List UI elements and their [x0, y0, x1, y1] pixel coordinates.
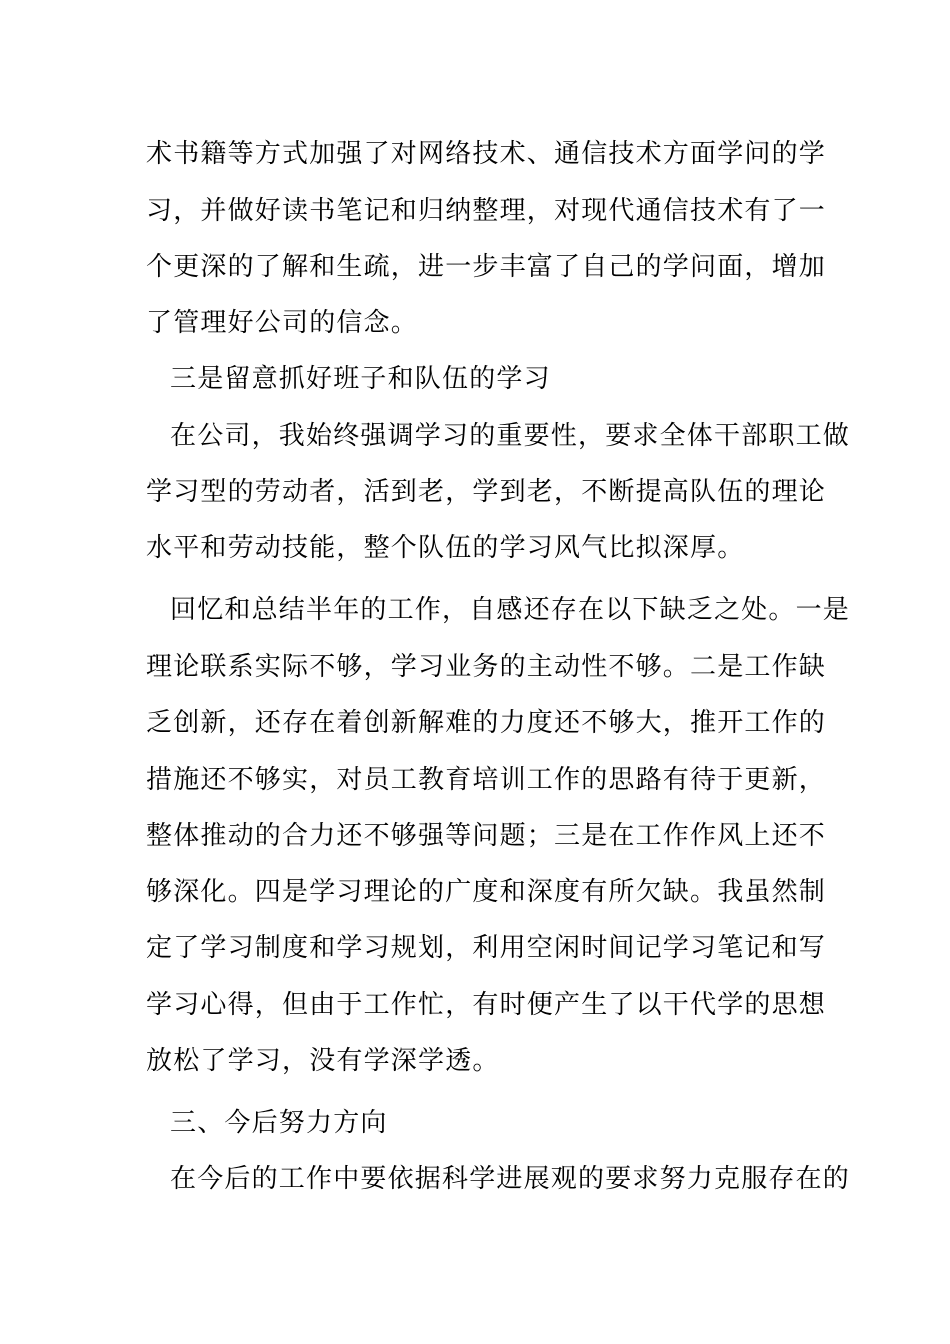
text-line: 习，并做好读书笔记和归纳整理，对现代通信技术有了一	[146, 196, 827, 226]
section-heading: 三、今后努力方向	[170, 1108, 388, 1138]
text-line: 措施还不够实，对员工教育培训工作的思路有待于更新，	[146, 765, 827, 795]
text-line: 在今后的工作中要依据科学进展观的要求努力克服存在的	[170, 1164, 851, 1194]
text-line: 定了学习制度和学习规划，利用空闲时间记学习笔记和写	[146, 933, 827, 963]
text-line: 乏创新，还存在着创新解难的力度还不够大，推开工作的	[146, 708, 827, 738]
text-line: 整体推动的合力还不够强等问题；三是在工作作风上还不	[146, 821, 827, 851]
text-line: 够深化。四是学习理论的广度和深度有所欠缺。我虽然制	[146, 877, 827, 907]
text-line: 水平和劳动技能，整个队伍的学习风气比拟深厚。	[146, 533, 745, 563]
text-line: 回忆和总结半年的工作，自感还存在以下缺乏之处。一是	[170, 595, 851, 625]
text-line: 放松了学习，没有学深学透。	[146, 1046, 500, 1076]
text-line: 学习心得，但由于工作忙，有时便产生了以干代学的思想	[146, 990, 827, 1020]
text-line: 术书籍等方式加强了对网络技术、通信技术方面学问的学	[146, 139, 827, 169]
text-line: 学习型的劳动者，活到老，学到老，不断提高队伍的理论	[146, 477, 827, 507]
text-line: 了管理好公司的信念。	[146, 308, 419, 338]
text-line: 个更深的了解和生疏，进一步丰富了自己的学问面，增加	[146, 252, 827, 282]
section-heading: 三是留意抓好班子和队伍的学习	[170, 364, 551, 394]
text-line: 在公司，我始终强调学习的重要性，要求全体干部职工做	[170, 421, 851, 451]
text-line: 理论联系实际不够，学习业务的主动性不够。二是工作缺	[146, 652, 827, 682]
